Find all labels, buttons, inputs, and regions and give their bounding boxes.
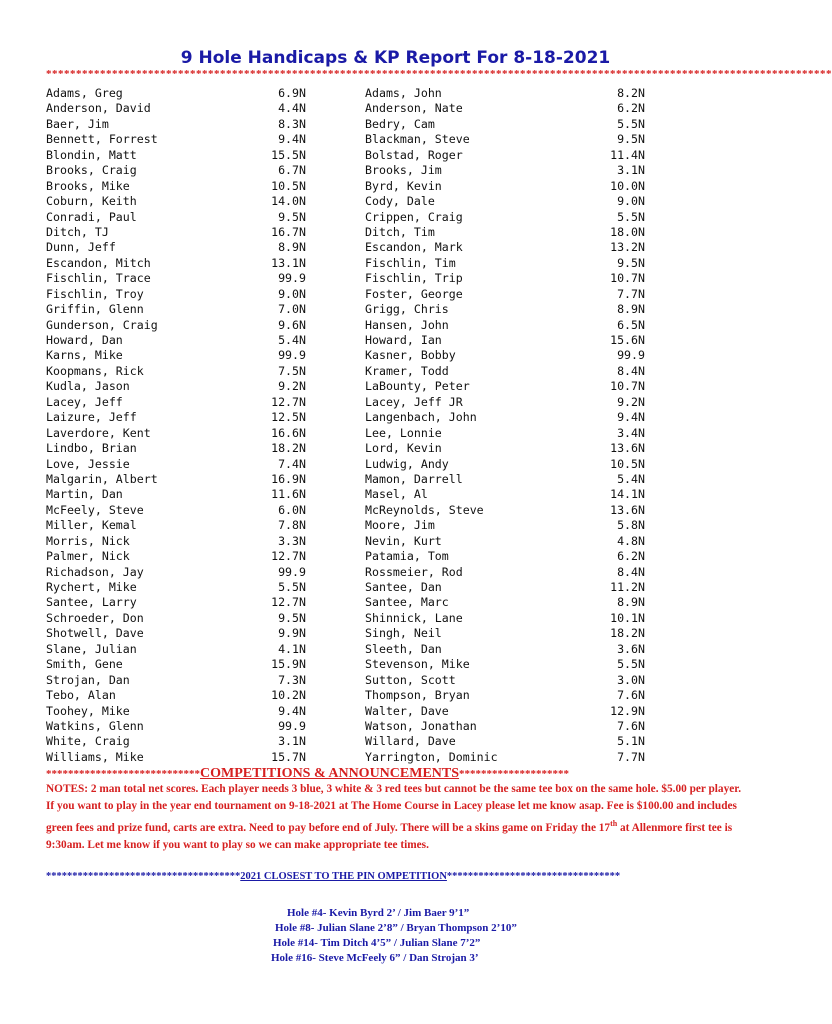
player-row: [365, 673, 645, 688]
player-name: Fischlin, Tim: [365, 255, 456, 270]
star-divider: ********************: [459, 768, 570, 780]
player-name: Schroeder, Don: [46, 610, 144, 625]
player-row: [46, 441, 306, 456]
player-row: [46, 673, 306, 688]
kp-hole-result: Hole #16- Steve McFeely 6” / Dan Strojan 3’: [271, 952, 479, 964]
handicap-column-right: [365, 86, 645, 765]
player-row: [46, 580, 306, 595]
player-row: [365, 688, 645, 703]
competitions-heading: COMPETITIONS & ANNOUNCEMENTS: [200, 766, 460, 781]
player-row: [365, 518, 645, 533]
player-name: Singh, Neil: [365, 626, 442, 641]
player-handicap: 12.7N: [271, 394, 306, 409]
player-name: Strojan, Dan: [46, 672, 130, 687]
player-handicap: 12.9N: [610, 703, 645, 718]
player-handicap: 8.3N: [278, 116, 306, 131]
player-handicap: 5.4N: [278, 333, 306, 347]
player-name: Love, Jessie: [46, 456, 130, 471]
player-handicap: 13.6N: [610, 441, 645, 456]
player-handicap: 9.4N: [617, 410, 645, 425]
player-handicap: 9.4N: [278, 703, 306, 718]
player-row: [46, 287, 306, 302]
player-handicap: 11.2N: [610, 580, 645, 594]
player-row: [365, 549, 645, 564]
player-name: Blondin, Matt: [46, 147, 137, 162]
player-handicap: 13.6N: [610, 502, 645, 517]
player-name: Martin, Dan: [46, 487, 123, 502]
player-name: Sleeth, Dan: [365, 641, 442, 656]
player-name: Toohey, Mike: [46, 703, 130, 718]
player-name: Laverdore, Kent: [46, 425, 151, 440]
player-row: [365, 626, 645, 641]
player-handicap: 7.4N: [278, 456, 306, 471]
player-handicap: 6.2N: [617, 549, 645, 564]
player-row: [46, 318, 306, 333]
player-row: [365, 333, 645, 348]
kp-heading: 2021 CLOSEST TO THE PIN OMPETITION: [240, 871, 447, 882]
star-divider: *************************************: [46, 871, 241, 882]
player-handicap: 9.5N: [278, 610, 306, 625]
player-name: Adams, Greg: [46, 86, 123, 100]
player-row: [365, 441, 645, 456]
player-row: [46, 256, 306, 271]
player-handicap: 4.1N: [278, 641, 306, 656]
player-name: Fischlin, Troy: [46, 286, 144, 301]
player-row: [46, 348, 306, 363]
player-handicap: 3.4N: [617, 425, 645, 440]
player-row: [365, 704, 645, 719]
player-row: [365, 750, 645, 765]
player-handicap: 11.6N: [271, 487, 306, 502]
player-handicap: 5.8N: [617, 518, 645, 533]
player-row: [365, 657, 645, 672]
player-row: [365, 101, 645, 116]
player-name: Koopmans, Rick: [46, 363, 144, 378]
player-handicap: 15.5N: [271, 147, 306, 162]
player-row: [365, 240, 645, 255]
player-handicap: 99.9: [278, 348, 306, 363]
player-name: McReynolds, Steve: [365, 502, 484, 517]
player-handicap: 12.7N: [271, 595, 306, 610]
player-name: Nevin, Kurt: [365, 533, 442, 548]
player-handicap: 3.6N: [617, 641, 645, 656]
player-row: [46, 472, 306, 487]
player-handicap: 4.8N: [617, 533, 645, 548]
player-handicap: 7.7N: [617, 286, 645, 301]
player-name: Rychert, Mike: [46, 580, 137, 594]
player-name: Ditch, TJ: [46, 224, 109, 239]
player-handicap: 9.5N: [278, 209, 306, 224]
star-divider: ****************************: [46, 768, 200, 780]
player-row: [46, 410, 306, 425]
player-handicap: 9.5N: [617, 255, 645, 270]
player-handicap: 12.7N: [271, 549, 306, 564]
player-row: [46, 364, 306, 379]
player-handicap: 8.4N: [617, 564, 645, 579]
notes-superscript: th: [610, 819, 618, 828]
player-handicap: 10.7N: [610, 379, 645, 394]
player-handicap: 7.5N: [278, 363, 306, 378]
player-row: [365, 611, 645, 626]
player-handicap: 6.9N: [278, 86, 306, 100]
player-handicap: 16.7N: [271, 224, 306, 239]
player-row: [365, 86, 645, 101]
player-name: Baer, Jim: [46, 116, 109, 131]
star-divider: *********************************: [446, 871, 621, 882]
player-name: Stevenson, Mike: [365, 657, 470, 672]
player-handicap: 13.1N: [271, 255, 306, 270]
player-handicap: 5.5N: [617, 209, 645, 224]
player-row: [46, 86, 306, 101]
player-row: [46, 734, 306, 749]
player-handicap: 99.9: [278, 564, 306, 579]
player-row: [46, 642, 306, 657]
player-handicap: 99.9: [617, 348, 645, 363]
player-name: Adams, John: [365, 86, 442, 100]
player-name: Smith, Gene: [46, 657, 123, 672]
player-row: [46, 518, 306, 533]
player-handicap: 9.0N: [617, 194, 645, 209]
player-row: [46, 379, 306, 394]
player-name: Lord, Kevin: [365, 441, 442, 456]
player-row: [365, 565, 645, 580]
player-handicap: 3.3N: [278, 533, 306, 548]
player-row: [46, 750, 306, 765]
player-row: [365, 534, 645, 549]
player-name: Palmer, Nick: [46, 549, 130, 564]
kp-hole-result: Hole #8- Julian Slane 2’8” / Bryan Thompson 2’10”: [275, 922, 517, 934]
player-row: [46, 333, 306, 348]
player-handicap: 99.9: [278, 271, 306, 286]
player-name: Gunderson, Craig: [46, 317, 158, 332]
player-handicap: 9.2N: [617, 394, 645, 409]
player-name: Byrd, Kevin: [365, 178, 442, 193]
player-row: [46, 688, 306, 703]
player-row: [365, 348, 645, 363]
player-name: Brooks, Jim: [365, 163, 442, 178]
player-row: [46, 611, 306, 626]
player-row: [365, 395, 645, 410]
player-row: [365, 318, 645, 333]
player-handicap: 6.7N: [278, 163, 306, 178]
player-name: Santee, Dan: [365, 580, 442, 594]
player-name: Lacey, Jeff JR: [365, 394, 463, 409]
player-name: Coburn, Keith: [46, 194, 137, 209]
player-handicap: 16.6N: [271, 425, 306, 440]
player-name: Lacey, Jeff: [46, 394, 123, 409]
player-name: LaBounty, Peter: [365, 379, 470, 394]
player-name: Slane, Julian: [46, 641, 137, 656]
player-handicap: 9.0N: [278, 286, 306, 301]
player-handicap: 5.5N: [278, 580, 306, 594]
player-row: [365, 287, 645, 302]
player-handicap: 7.0N: [278, 302, 306, 317]
player-row: [365, 503, 645, 518]
player-name: Fischlin, Trip: [365, 271, 463, 286]
player-name: Watson, Jonathan: [365, 718, 477, 733]
player-handicap: 10.1N: [610, 610, 645, 625]
player-handicap: 6.2N: [617, 101, 645, 116]
player-name: Richadson, Jay: [46, 564, 144, 579]
player-handicap: 6.5N: [617, 317, 645, 332]
player-row: [46, 225, 306, 240]
player-name: Thompson, Bryan: [365, 688, 470, 703]
player-name: Miller, Kemal: [46, 518, 137, 533]
player-handicap: 4.4N: [278, 101, 306, 116]
player-handicap: 7.7N: [617, 749, 645, 764]
star-divider-top: ***********************************************************************************************************************************: [46, 68, 832, 80]
handicap-column-left: [46, 86, 306, 765]
player-name: Howard, Dan: [46, 333, 123, 347]
player-handicap: 10.7N: [610, 271, 645, 286]
player-row: [46, 117, 306, 132]
player-row: [365, 302, 645, 317]
player-name: Watkins, Glenn: [46, 718, 144, 733]
player-row: [46, 179, 306, 194]
player-handicap: 10.5N: [610, 456, 645, 471]
player-row: [365, 179, 645, 194]
player-handicap: 5.4N: [617, 471, 645, 486]
player-handicap: 8.9N: [617, 302, 645, 317]
player-name: Escandon, Mitch: [46, 255, 151, 270]
player-handicap: 15.7N: [271, 749, 306, 764]
player-handicap: 5.5N: [617, 657, 645, 672]
player-handicap: 9.2N: [278, 379, 306, 394]
player-name: Fischlin, Trace: [46, 271, 151, 286]
player-name: Brooks, Mike: [46, 178, 130, 193]
player-name: McFeely, Steve: [46, 502, 144, 517]
player-name: Anderson, Nate: [365, 101, 463, 116]
player-row: [46, 487, 306, 502]
player-handicap: 5.5N: [617, 116, 645, 131]
player-name: Lee, Lonnie: [365, 425, 442, 440]
player-handicap: 7.6N: [617, 688, 645, 703]
player-name: White, Craig: [46, 734, 130, 749]
player-handicap: 14.0N: [271, 194, 306, 209]
player-row: [365, 472, 645, 487]
player-row: [46, 565, 306, 580]
kp-hole-result: Hole #4- Kevin Byrd 2’ / Jim Baer 9’1”: [287, 907, 470, 919]
player-handicap: 12.5N: [271, 410, 306, 425]
player-name: Kramer, Todd: [365, 363, 449, 378]
player-name: Masel, Al: [365, 487, 428, 502]
player-row: [365, 163, 645, 178]
player-row: [46, 534, 306, 549]
player-row: [46, 657, 306, 672]
player-name: Bennett, Forrest: [46, 132, 158, 147]
player-handicap: 15.9N: [271, 657, 306, 672]
player-row: [365, 410, 645, 425]
player-handicap: 9.9N: [278, 626, 306, 641]
player-name: Shotwell, Dave: [46, 626, 144, 641]
player-row: [46, 595, 306, 610]
player-name: Shinnick, Lane: [365, 610, 463, 625]
player-handicap: 18.0N: [610, 224, 645, 239]
player-handicap: 16.9N: [271, 471, 306, 486]
player-row: [46, 163, 306, 178]
player-name: Morris, Nick: [46, 533, 130, 548]
player-handicap: 8.2N: [617, 86, 645, 100]
player-name: Lindbo, Brian: [46, 441, 137, 456]
kp-hole-result: Hole #14- Tim Ditch 4’5” / Julian Slane 7’2”: [273, 937, 481, 949]
player-handicap: 13.2N: [610, 240, 645, 255]
player-name: Mamon, Darrell: [365, 471, 463, 486]
player-name: Bedry, Cam: [365, 116, 435, 131]
player-row: [46, 210, 306, 225]
notes-text-continued: at Allenmore first tee is 9:30am. Let me know if you want to play so we can make appropriate tee times.: [46, 821, 733, 851]
player-handicap: 6.0N: [278, 502, 306, 517]
player-name: Kudla, Jason: [46, 379, 130, 394]
player-name: Dunn, Jeff: [46, 240, 116, 255]
player-row: [46, 194, 306, 209]
player-name: Walter, Dave: [365, 703, 449, 718]
kp-banner: [46, 871, 751, 882]
player-name: Escandon, Mark: [365, 240, 463, 255]
player-name: Anderson, David: [46, 101, 151, 116]
player-row: [46, 101, 306, 116]
player-name: Santee, Marc: [365, 595, 449, 610]
player-handicap: 11.4N: [610, 147, 645, 162]
player-handicap: 10.0N: [610, 178, 645, 193]
player-row: [365, 719, 645, 734]
player-handicap: 10.5N: [271, 178, 306, 193]
player-row: [46, 457, 306, 472]
player-name: Griffin, Glenn: [46, 302, 144, 317]
player-row: [365, 595, 645, 610]
player-row: [365, 426, 645, 441]
player-handicap: 7.3N: [278, 672, 306, 687]
player-handicap: 7.8N: [278, 518, 306, 533]
player-row: [46, 395, 306, 410]
player-handicap: 5.1N: [617, 734, 645, 749]
player-name: Sutton, Scott: [365, 672, 456, 687]
player-row: [365, 132, 645, 147]
player-name: Ludwig, Andy: [365, 456, 449, 471]
player-row: [46, 148, 306, 163]
player-name: Rossmeier, Rod: [365, 564, 463, 579]
player-handicap: 3.1N: [617, 163, 645, 178]
player-handicap: 3.1N: [278, 734, 306, 749]
player-name: Santee, Larry: [46, 595, 137, 610]
player-name: Ditch, Tim: [365, 224, 435, 239]
player-handicap: 15.6N: [610, 333, 645, 347]
player-name: Bolstad, Roger: [365, 147, 463, 162]
player-row: [46, 426, 306, 441]
player-name: Crippen, Craig: [365, 209, 463, 224]
player-handicap: 18.2N: [271, 441, 306, 456]
player-handicap: 8.9N: [278, 240, 306, 255]
notes-text: 2 man total net scores. Each player needs 3 blue, 3 white & 3 red tees but cannot be the same tee box on the same hole. $5.00 per player. If you want to play in the year end tournament on 9-18-2021 at The Home Course in Lacey please let me know asap. Fee is $100.00 and includes green fees and prize fund, carts are extra. Need to pay before end of July. There will be a skins game on Friday the 17: [46, 783, 742, 834]
player-row: [46, 704, 306, 719]
player-name: Kasner, Bobby: [365, 348, 456, 363]
player-name: Conradi, Paul: [46, 209, 137, 224]
player-name: Willard, Dave: [365, 734, 456, 749]
player-row: [46, 503, 306, 518]
player-handicap: 3.0N: [617, 672, 645, 687]
player-name: Cody, Dale: [365, 194, 435, 209]
player-row: [46, 132, 306, 147]
player-row: [46, 302, 306, 317]
competitions-banner: [46, 766, 746, 782]
player-row: [365, 364, 645, 379]
announcement-notes: [46, 781, 751, 854]
player-name: Yarrington, Dominic: [365, 749, 498, 764]
player-row: [365, 487, 645, 502]
player-name: Malgarin, Albert: [46, 471, 158, 486]
player-row: [46, 549, 306, 564]
player-row: [365, 271, 645, 286]
player-row: [365, 734, 645, 749]
player-name: Blackman, Steve: [365, 132, 470, 147]
player-row: [365, 210, 645, 225]
player-handicap: 8.9N: [617, 595, 645, 610]
player-name: Tebo, Alan: [46, 688, 116, 703]
player-name: Hansen, John: [365, 317, 449, 332]
player-row: [365, 194, 645, 209]
player-name: Foster, George: [365, 286, 463, 301]
notes-label: NOTES:: [46, 783, 89, 795]
player-handicap: 7.6N: [617, 718, 645, 733]
player-row: [365, 379, 645, 394]
player-name: Howard, Ian: [365, 333, 442, 347]
player-handicap: 8.4N: [617, 363, 645, 378]
player-handicap: 10.2N: [271, 688, 306, 703]
player-row: [365, 457, 645, 472]
player-row: [365, 642, 645, 657]
player-name: Laizure, Jeff: [46, 410, 137, 425]
player-name: Karns, Mike: [46, 348, 123, 363]
player-row: [46, 719, 306, 734]
player-row: [365, 225, 645, 240]
player-row: [46, 271, 306, 286]
player-name: Brooks, Craig: [46, 163, 137, 178]
player-handicap: 99.9: [278, 718, 306, 733]
page-title: 9 Hole Handicaps & KP Report For 8-18-2021: [180, 48, 611, 68]
player-handicap: 14.1N: [610, 487, 645, 502]
player-name: Langenbach, John: [365, 410, 477, 425]
player-handicap: 9.4N: [278, 132, 306, 147]
player-row: [365, 148, 645, 163]
player-name: Williams, Mike: [46, 749, 144, 764]
player-name: Grigg, Chris: [365, 302, 449, 317]
player-name: Patamia, Tom: [365, 549, 449, 564]
player-row: [46, 240, 306, 255]
player-handicap: 9.6N: [278, 317, 306, 332]
player-row: [365, 580, 645, 595]
player-row: [46, 626, 306, 641]
player-row: [365, 117, 645, 132]
player-handicap: 18.2N: [610, 626, 645, 641]
player-name: Moore, Jim: [365, 518, 435, 533]
player-handicap: 9.5N: [617, 132, 645, 147]
player-row: [365, 256, 645, 271]
